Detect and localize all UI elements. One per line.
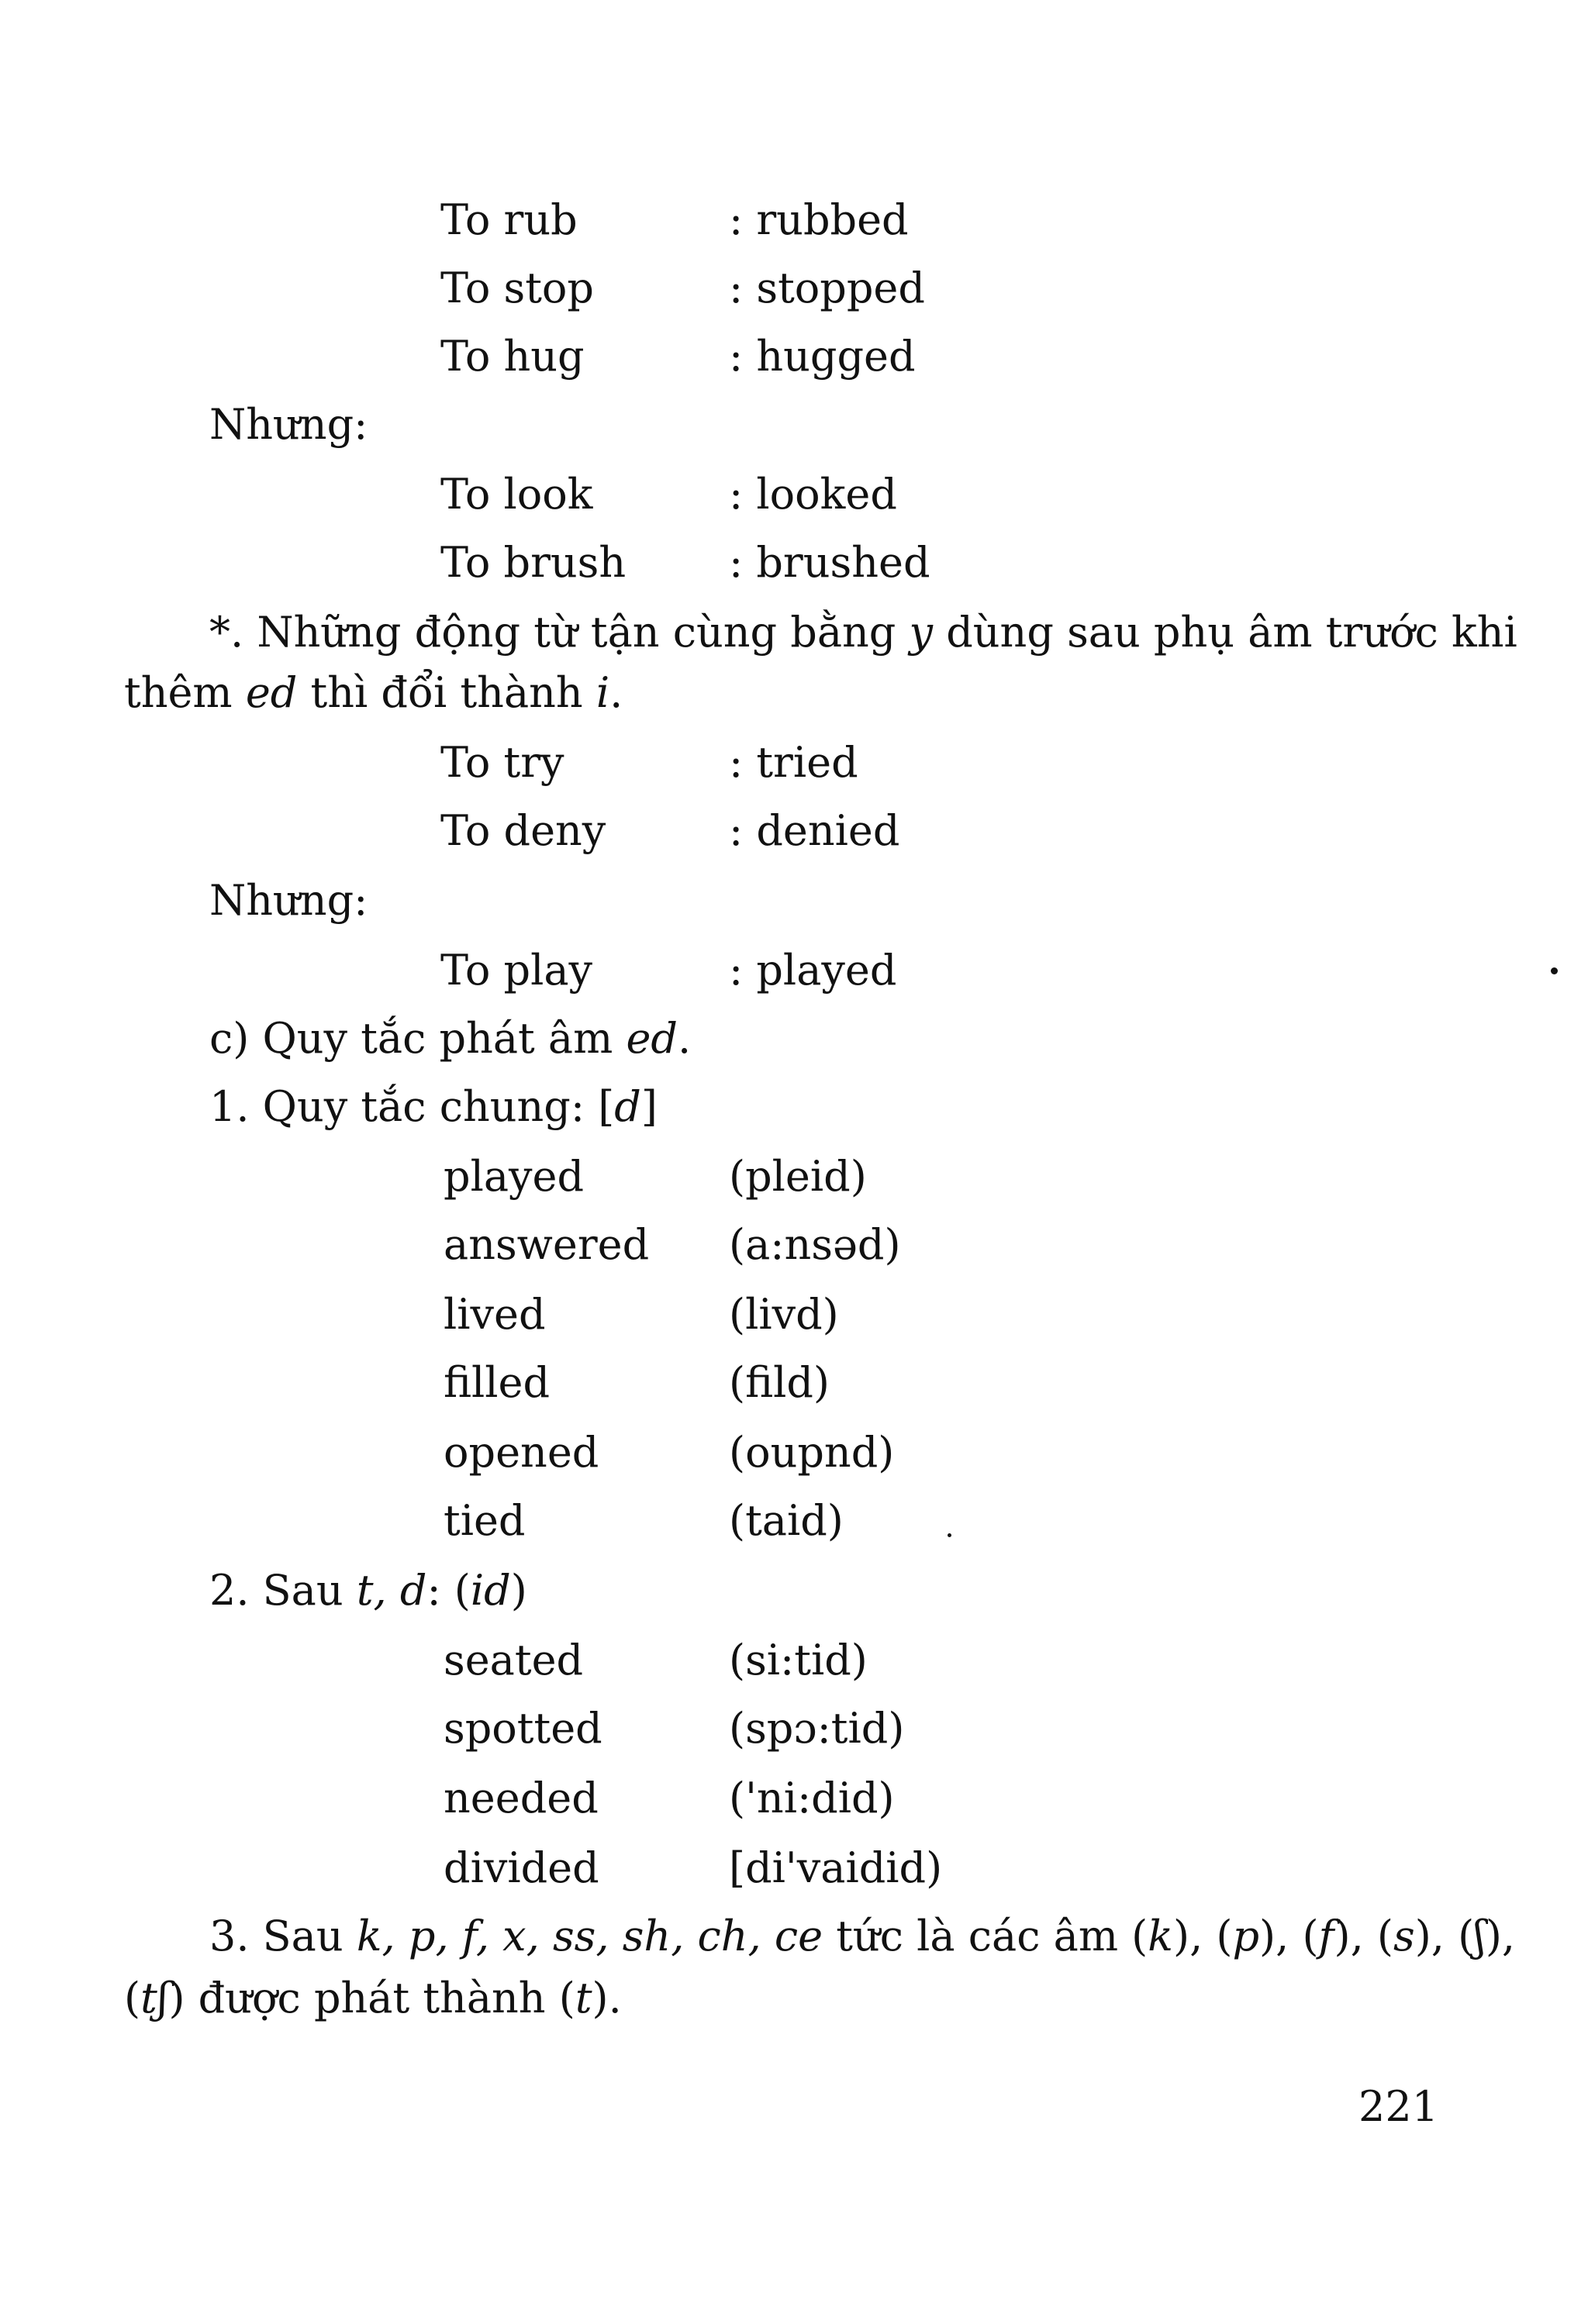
ipa-seated: (si:tid) <box>729 1636 868 1684</box>
ipa-divided: [di'vaidid) <box>729 1843 943 1892</box>
scan-speck <box>1551 967 1558 974</box>
pronunciation-heading: c) Quy tắc phát âm ed. <box>209 1014 692 1063</box>
verb-to-rub: To rub <box>440 195 578 244</box>
ipa-spotted: (spɔ:tid) <box>729 1704 905 1753</box>
verb-to-stop: To stop <box>440 264 594 312</box>
word-played: played <box>444 1152 585 1201</box>
rule-3-line-2: (tʃ) được phát thành (t). <box>124 1974 622 2022</box>
past-hugged: : hugged <box>729 332 916 381</box>
word-seated: seated <box>444 1636 584 1684</box>
word-opened: opened <box>444 1428 599 1477</box>
past-rubbed: : rubbed <box>729 195 909 244</box>
verb-to-brush: To brush <box>440 538 627 587</box>
verb-to-try: To try <box>440 738 564 787</box>
word-filled: filled <box>444 1358 551 1407</box>
word-tied: tied <box>444 1496 526 1545</box>
past-denied: : denied <box>729 806 900 855</box>
word-lived: lived <box>444 1290 546 1339</box>
ipa-filled: (fild) <box>729 1358 830 1407</box>
past-played: : played <box>729 946 897 995</box>
ipa-answered: (a:nsəd) <box>729 1220 901 1269</box>
past-looked: : looked <box>729 470 897 519</box>
ipa-lived: (livd) <box>729 1290 839 1339</box>
verb-to-look: To look <box>440 470 593 519</box>
past-stopped: : stopped <box>729 264 925 312</box>
ipa-needed: ('ni:did) <box>729 1774 895 1822</box>
rule-y-line-2: thêm ed thì đổi thành i. <box>124 668 623 717</box>
word-spotted: spotted <box>444 1704 602 1753</box>
word-needed: needed <box>444 1774 599 1822</box>
rule-1-heading: 1. Quy tắc chung: [d] <box>209 1082 658 1131</box>
rule-2-heading: 2. Sau t, d: (id) <box>209 1566 527 1615</box>
ipa-opened: (oupnd) <box>729 1428 895 1477</box>
ipa-tied: (taid) <box>729 1496 844 1545</box>
verb-to-play: To play <box>440 946 593 995</box>
but-label-1: Nhưng: <box>209 400 368 449</box>
word-divided: divided <box>444 1843 599 1892</box>
verb-to-deny: To deny <box>440 806 606 855</box>
scan-speck <box>948 1533 951 1537</box>
but-label-2: Nhưng: <box>209 876 368 925</box>
rule-y-line-1: *. Những động từ tận cùng bằng y dùng sau phụ âm trước khi <box>209 608 1517 657</box>
past-tried: : tried <box>729 738 858 787</box>
page-number: 221 <box>1358 2082 1439 2131</box>
ipa-played: (pleid) <box>729 1152 867 1201</box>
word-answered: answered <box>444 1220 650 1269</box>
rule-3-line-1: 3. Sau k, p, f, x, ss, sh, ch, ce tức là các âm (k), (p), (f), (s), (ʃ), <box>209 1912 1516 1960</box>
verb-to-hug: To hug <box>440 332 585 381</box>
past-brushed: : brushed <box>729 538 930 587</box>
